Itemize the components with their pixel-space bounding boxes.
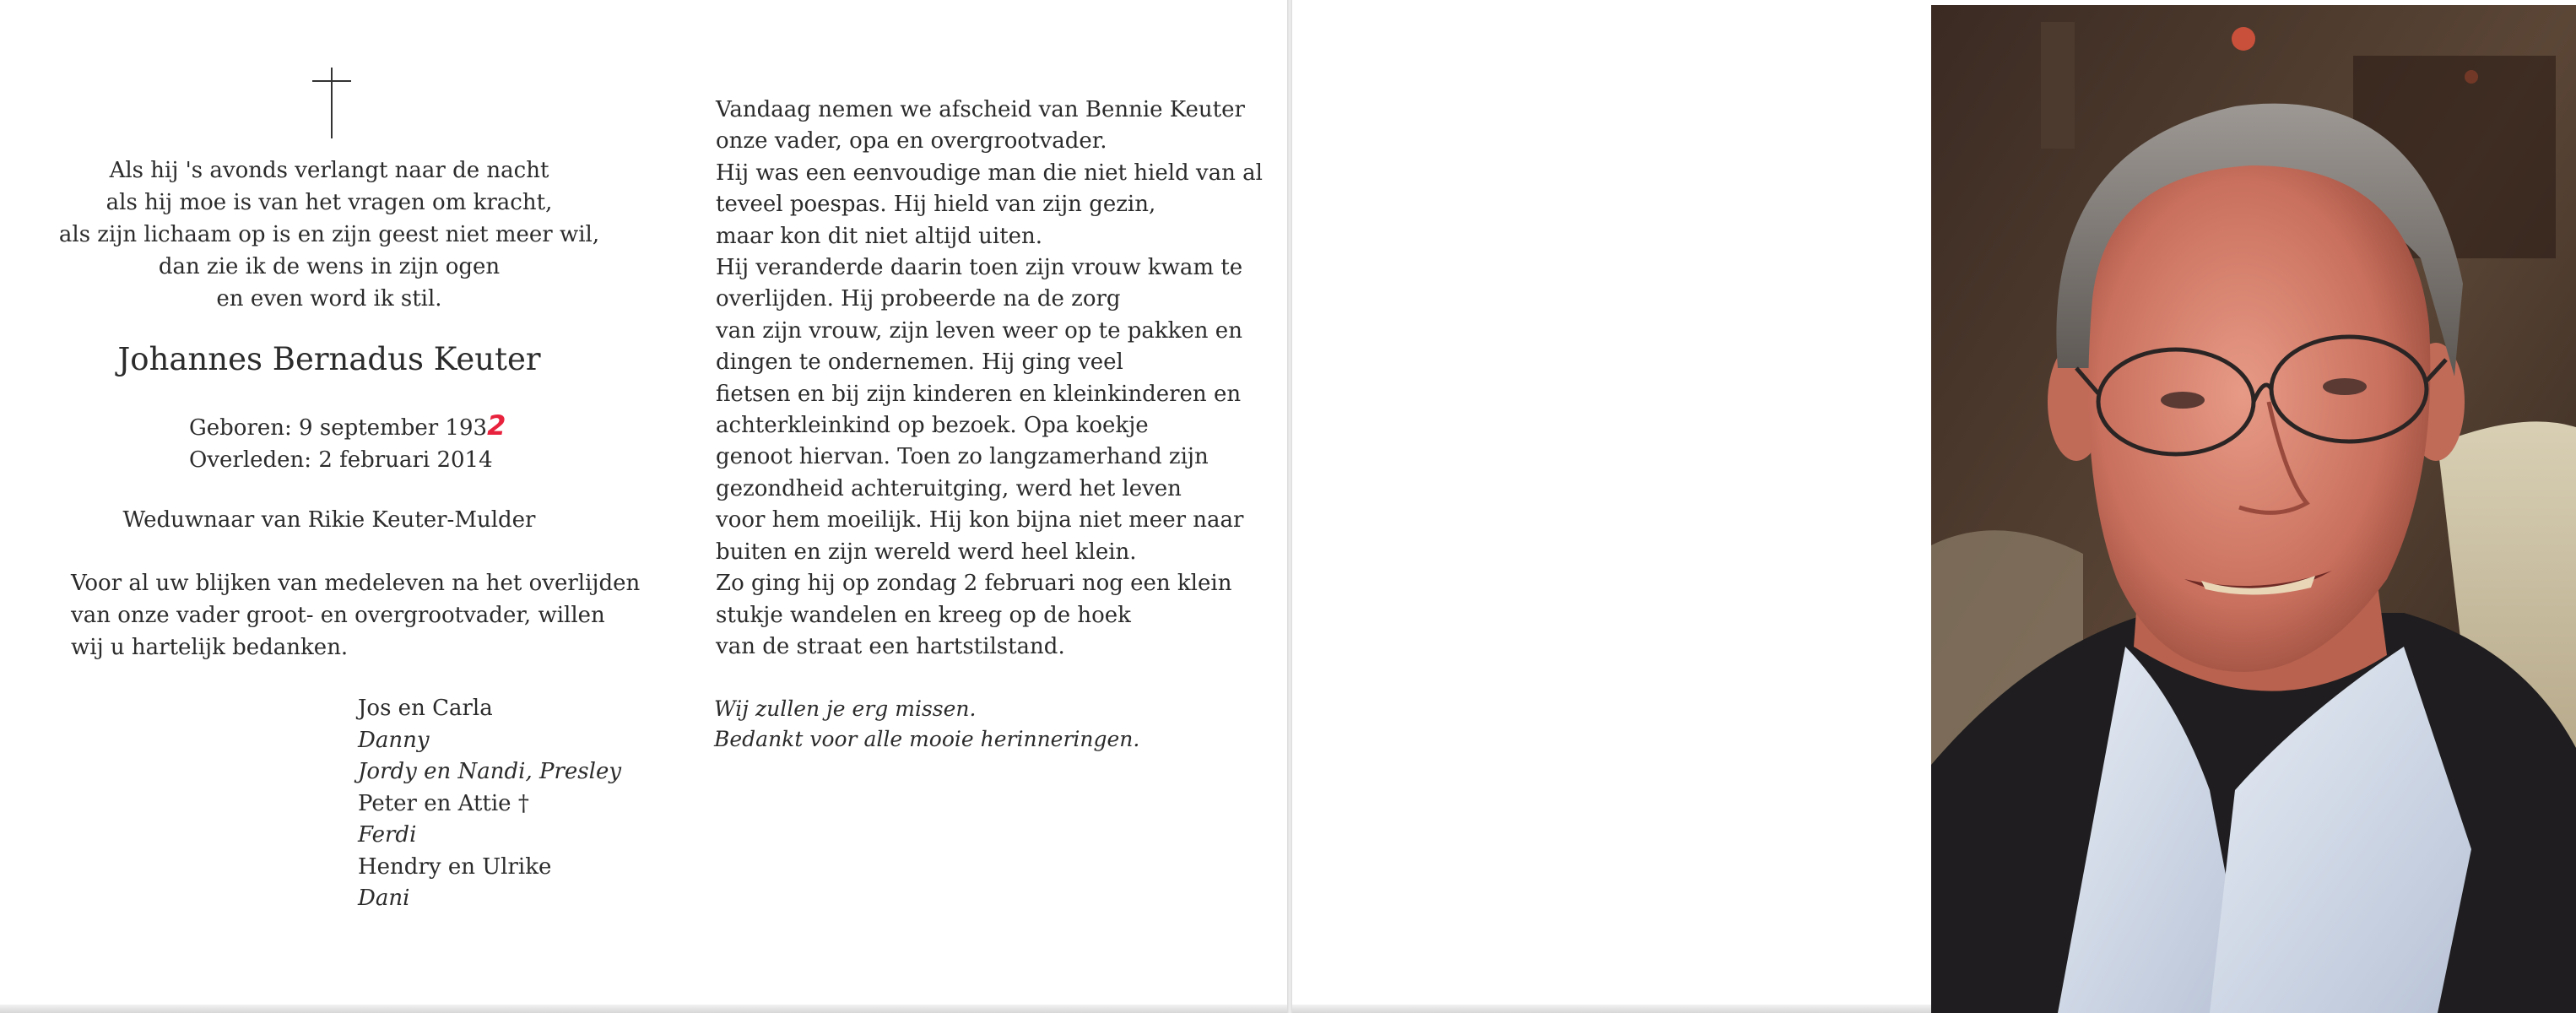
card-inside-page [0,0,1287,1013]
story-line: onze vader, opa en overgrootvader. [716,128,1107,154]
story-line: gezondheid achteruitging, werd het leven [716,475,1182,501]
handwritten-correction: 2 [487,409,506,441]
story-line: van zijn vrouw, zijn leven weer op te pakken en [716,317,1242,344]
birth-date-text: Geboren: 9 september 193 [189,415,488,441]
family-member: Jordy en Nandi, Presley [358,759,622,784]
story-line: stukje wandelen en kreeg op de hoek [716,602,1131,628]
poem-line: als zijn lichaam op is en zijn geest niet meer wil, [58,222,600,247]
family-member: Danny [358,727,430,753]
cross-icon [312,68,351,138]
thanks-line: wij u hartelijk bedanken. [71,635,349,660]
story-line: Hij was een eenvoudige man die niet hield van al [716,160,1263,186]
story-line: genoot hiervan. Toen zo langzamerhand zijn [716,444,1209,470]
thanks-line: van onze vader groot- en overgrootvader, willen [71,603,605,628]
story-line: dingen te ondernemen. Hij ging veel [716,349,1123,376]
story-line: buiten en zijn wereld werd heel klein. [716,539,1137,565]
story-line: teveel poespas. Hij hield van zijn gezin, [716,192,1156,218]
poem-line: als hij moe is van het vragen om kracht, [106,190,553,215]
story-line: Vandaag nemen we afscheid van Bennie Keuter [716,97,1245,122]
poem-line: en even word ik stil. [216,286,442,311]
family-list [358,693,621,915]
poem [0,154,658,315]
family-member: Hendry en Ulrike [358,853,552,880]
deceased-name: Johannes Bernadus Keuter [117,341,541,377]
dates-block [189,409,506,476]
story-line: Zo ging hij op zondag 2 februari nog een klein [716,571,1232,597]
birth-date [189,409,506,444]
story-line: fietsen en bij zijn kinderen en kleinkinderen en [716,381,1242,407]
story-line: Hij veranderde daarin toen zijn vrouw kwam te [716,255,1243,281]
family-member: Jos en Carla [358,696,493,721]
story-line: van de straat een hartstilstand. [716,633,1065,659]
closing-lines [714,694,1139,755]
story-line: maar kon dit niet altijd uiten. [716,223,1043,249]
closing-line: Wij zullen je erg missen. [714,696,977,721]
paper-edge [0,1005,1287,1013]
poem-line: Als hij 's avonds verlangt naar de nacht [109,158,549,183]
family-member: Peter en Attie † [358,790,529,816]
story-line: achterkleinkind op bezoek. Opa koekje [716,413,1149,439]
thanks-paragraph [71,567,641,664]
story-paragraph [716,95,1263,663]
thanks-line: Voor al uw blijken van medeleven na het overlijden [71,571,641,596]
family-member: Ferdi [358,822,417,848]
family-member: Dani [358,886,410,911]
closing-line: Bedankt voor alle mooie herinneringen. [714,727,1140,751]
story-line: overlijden. Hij probeerde na de zorg [716,286,1121,312]
portrait-photo-icon [1931,5,2576,1013]
widower-line: Weduwnaar van Rikie Keuter-Mulder [122,507,536,533]
story-line: voor hem moeilijk. Hij kon bijna niet meer naar [716,507,1244,534]
death-date: Overleden: 2 februari 2014 [189,447,493,473]
poem-line: dan zie ik de wens in zijn ogen [158,254,501,279]
